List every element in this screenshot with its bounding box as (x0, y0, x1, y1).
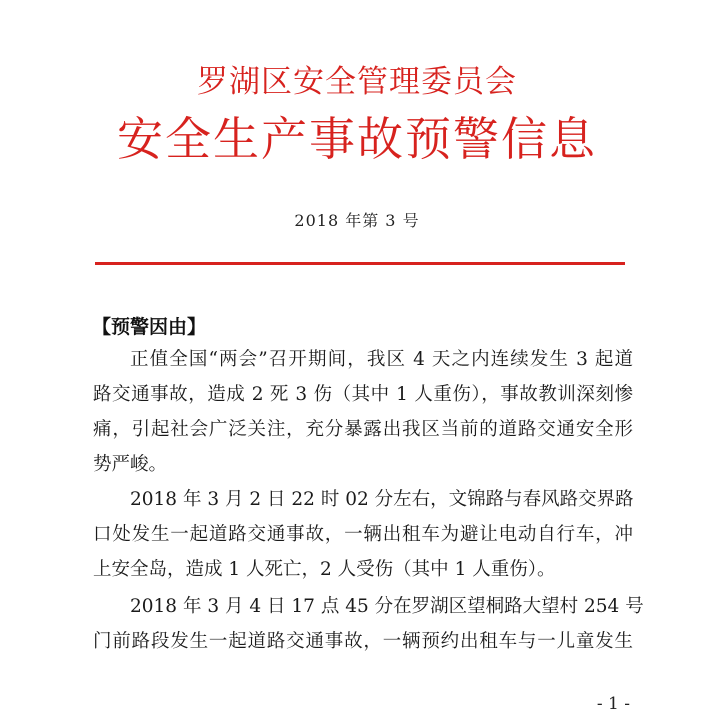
paragraph-line: 2018 年 3 月 4 日 17 点 45 分在罗湖区望桐路大望村 254 号 (130, 596, 644, 617)
document-title: 安全生产事故预警信息 (117, 112, 597, 166)
issuer-name: 罗湖区安全管理委员会 (197, 64, 517, 100)
paragraph-line: 路交通事故，造成 2 死 3 伤（其中 1 人重伤），事故教训深刻惨 (93, 384, 633, 405)
page-number: - 1 - (596, 694, 630, 714)
red-header-rule (95, 262, 625, 265)
paragraph-line: 上安全岛，造成 1 人死亡，2 人受伤（其中 1 人重伤）。 (93, 559, 556, 580)
paragraph-line: 口处发生一起道路交通事故，一辆出租车为避让电动自行车，冲 (93, 524, 633, 545)
paragraph-line: 门前路段发生一起道路交通事故，一辆预约出租车与一儿童发生 (93, 631, 633, 652)
paragraph-2 (93, 482, 633, 587)
section-heading-warning-reason: 【预警因由】 (92, 316, 207, 338)
paragraph-line: 势严峻。 (93, 454, 168, 475)
issue-number: 2018 年第 3 号 (294, 211, 420, 230)
paragraph-line: 痛，引起社会广泛关注，充分暴露出我区当前的道路交通安全形 (93, 419, 633, 440)
paragraph-3 (93, 589, 644, 659)
paragraph-1 (93, 342, 633, 482)
paragraph-line: 正值全国“两会”召开期间，我区 4 天之内连续发生 3 起道 (130, 349, 633, 370)
paragraph-line: 2018 年 3 月 2 日 22 时 02 分左右，文锦路与春风路交界路 (130, 489, 634, 510)
